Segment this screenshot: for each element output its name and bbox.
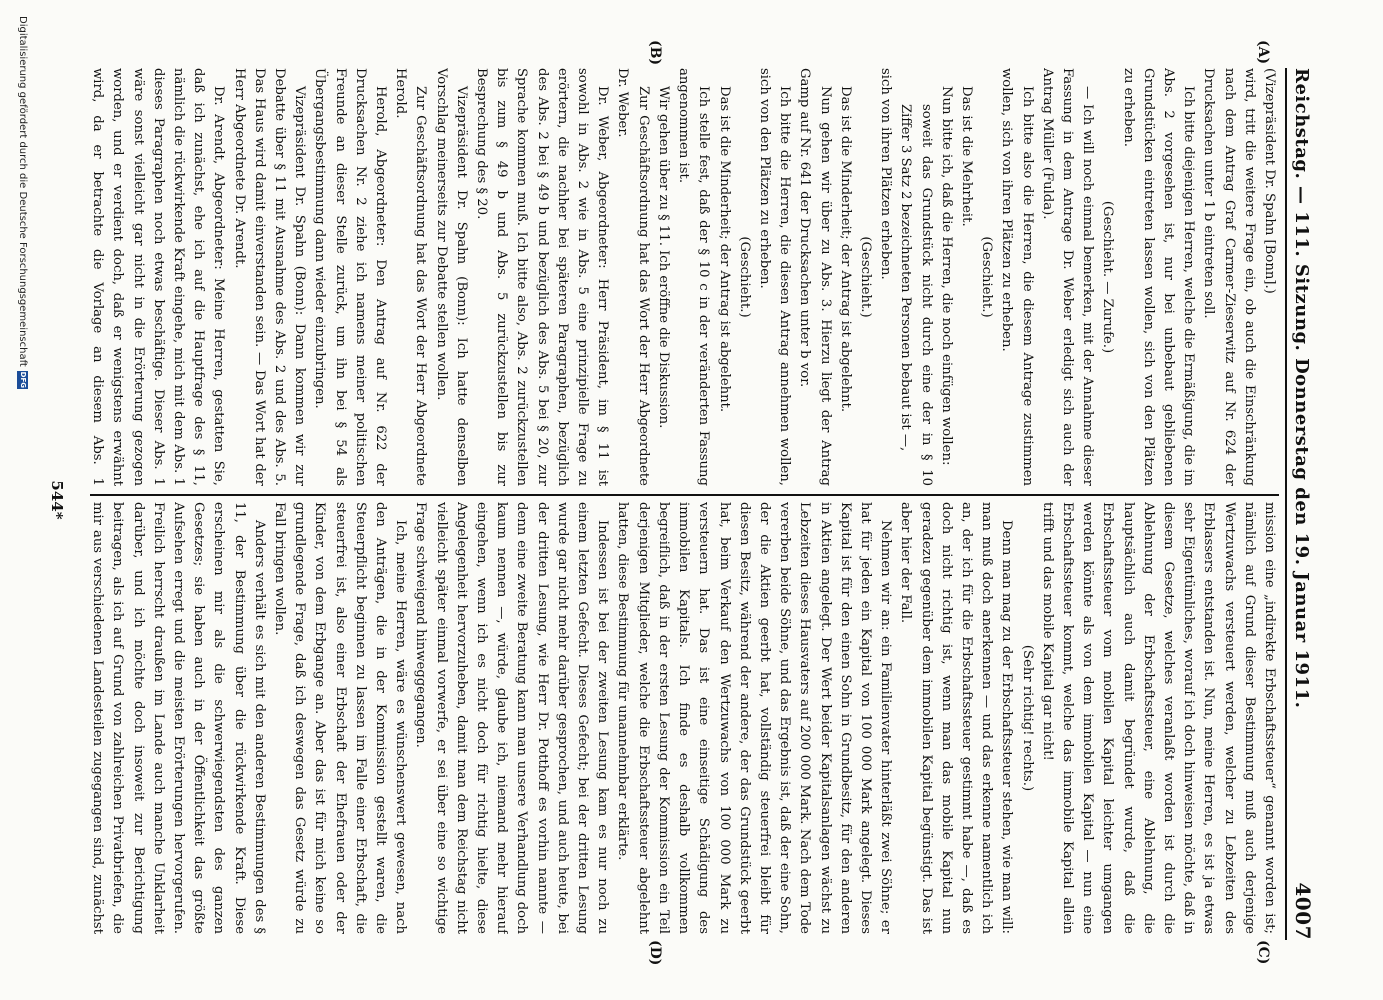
paragraph: (Geschieht.) bbox=[857, 236, 873, 318]
paragraph: Anders verhält es sich mit den anderen Bestimmungen des § 11, der Bestimmung über die rückwirkende Kraft. Diese erscheinen mir als die schwerwiegendsten des ganzen Gesetzes; sie haben auch in der Öffentlichkeit das größte Aufsehen erregt und die meisten Erörterungen hervorgerufen. Freilich herrscht draußen im Lande auch manche Unklarheit darüber, und ich möchte doch insoweit zur Berichtigung beitragen, als ich auf Grund von zahlreichen Privatbriefen, die mir aus verschiedenen Landesteilen zugegangen sind, zunächst bbox=[90, 502, 267, 934]
paragraph: Dr. Arendt, Abgeordneter: Meine Herren, gestatten Sie, daß ich zunächst, ehe ich auf die Hauptfrage des § 11, nämlich die rückwirkende Kraft eingehe, mich mit dem Abs. 1 dieses Paragraphen noch etwas beschäftige. Dieser Abs. 1 wäre sonst vielleicht gar nicht in die Erörterung gezogen worden, und er verdient doch, daß er wenigstens erwähnt wird, da er betrachte die Vorlage an diesem Abs. 1 bbox=[90, 68, 227, 486]
paragraph: Ich, meine Herren, wäre es wünschenswert gewesen, nach den Anträgen, die in der Kommission gestellt waren, die Steuerpflicht beginnen zu lassen im Falle einer Erbschaft, die steuerfrei ist, also einer Erbschaft der Ehefrauen oder der Kinder, von dem Erbgange an. Aber das ist für mich keine so grundlegende Frage, daß ich deswegen das Gesetz würde zu Fall bringen wollen. bbox=[272, 502, 409, 934]
page-number: 4007 bbox=[1291, 882, 1315, 940]
dfg-logo-icon: DFG bbox=[19, 371, 27, 389]
paragraph: sich von ihren Plätzen erheben. bbox=[878, 68, 894, 280]
paragraph: Denn man mag zu der Erbschaftssteuer stehen, wie man will: man muß doch anerkennen — und das erkenne namentlich ich an, der ich für die Erbschaftssteuer gestimmt habe —, daß es doch nicht richtig ist, wenn man das mobile Kapital nun geradezu gegenüber dem immobilen Kapital begünstigt. Das ist aber hier der Fall. bbox=[898, 502, 1015, 934]
running-header bbox=[1291, 68, 1321, 940]
paragraph: (Geschieht. — Zurufe.) bbox=[1100, 200, 1116, 354]
paragraph: Ich bitte die Herren, die diesen Antrag annehmen wollen, sich von den Plätzen zu erheben. bbox=[756, 68, 793, 486]
paragraph: Zur Geschäftsordnung hat das Wort der Herr Abgeordnete Herold. bbox=[393, 68, 429, 486]
margin-mark-b: (B) bbox=[647, 40, 663, 66]
paragraph: (Vizepräsident Dr. Spahn [Bonn].) bbox=[1262, 68, 1277, 294]
signature-mark: 544* bbox=[48, 480, 66, 520]
page-title: Reichstag. — 111. Sitzung. Donnerstag den 19. Januar 1911. bbox=[1291, 68, 1312, 709]
paragraph: Das ist die Minderheit; der Antrag ist abgelehnt. bbox=[837, 86, 853, 413]
paragraph: (Geschieht.) bbox=[736, 236, 752, 318]
paragraph: Zur Geschäftsordnung hat das Wort der Herr Abgeordnete Dr. Weber. bbox=[615, 68, 651, 486]
paragraph: Ich bitte diejenigen Herren, welche die Ermäßigung, die im Abs. 2 vorgesehen ist, nur bei unbebaut gebliebenen Grundstücken eintreten lassen wollen, sich von den Plätzen zu erheben. bbox=[1120, 68, 1197, 486]
right-text-column bbox=[90, 502, 1279, 934]
header-rule bbox=[1285, 68, 1287, 940]
credit-text: Digitalisierung gefördert durch die Deutsche Forschungsgemeinschaft bbox=[17, 16, 28, 367]
paragraph: — Ich will noch einmal bemerken, mit der Annahme dieser Fassung in dem Antrage Dr. Weber erledigt sich auch der Antrag Müller (Fulda). bbox=[1039, 68, 1096, 486]
paragraph: Nun gehen wir über zu Abs. 3. Hierzu liegt der Antrag Gamp auf Nr. 641 der Drucksachen unter b vor. bbox=[797, 68, 833, 486]
paragraph: Dr. Weber, Abgeordneter: Herr Präsident, im § 11 ist sowohl in Abs. 2 wie in Abs. 5 eine prinzipielle Frage zu erörtern, die nachher bei späteren Paragraphen, bezüglich des Abs. 2 bei § 49 b und bezüglich des Abs. 5 bei § 20, zur Sprache kommen muß. Ich bitte also, Abs. 2 zurückzustellen bis zum § 49 b und Abs. 5 zurückzustellen bis zur Besprechung des § 20. bbox=[474, 68, 611, 486]
paragraph: Nun bitte ich, daß die Herren, die noch einfügen wollen: bbox=[938, 86, 954, 466]
column-divider bbox=[90, 494, 1279, 496]
paragraph: Ich bitte also die Herren, die diesem Antrage zustimmen wollen, sich von ihren Plätzen zu erheben. bbox=[999, 68, 1035, 486]
paragraph: Das ist die Mehrheit. bbox=[958, 86, 974, 227]
paragraph: Wir gehen über zu § 11. Ich eröffne die Diskussion. bbox=[655, 86, 671, 429]
paragraph: soweit das Grundstück nicht durch eine der in § 10 Ziffer 3 Satz 2 bezeichneten Personen bebaut ist —, bbox=[898, 104, 934, 486]
margin-mark-d: (D) bbox=[647, 940, 663, 966]
paragraph: Herold, Abgeordneter: Den Antrag auf Nr. 622 der Drucksachen Nr. 2 ziehe ich namens meiner politischen Freunde an dieser Stelle zurück, um ihn bei § 54 als Übergangsbestimmung dann wieder einzubringen. bbox=[312, 68, 389, 486]
margin-mark-a: (A) bbox=[1255, 40, 1271, 65]
left-text-column bbox=[90, 68, 1279, 486]
paragraph: Vizepräsident Dr. Spahn (Bonn): Ich hatte denselben Vorschlag meinerseits zur Debatte stellen wollen. bbox=[433, 68, 469, 486]
paragraph: Vizepräsident Dr. Spahn (Bonn): Dann kommen wir zur Debatte über § 11 mit Ausnahme des Abs. 2 und des Abs. 5. Das Haus wird damit einverstanden sein. — Das Wort hat der Herr Abgeordnete Dr. Arendt. bbox=[231, 68, 308, 486]
margin-mark-c: (C) bbox=[1255, 940, 1271, 965]
paragraph: Nehmen wir an: ein Familienvater hinterläßt zwei Söhne; er hat für jeden ein Kapital von 100 000 Mark angelegt. Dieses Kapital ist für den einen Sohn in Grundbesitz, für den anderen in Aktien angelegt. Der Wert beider Kapitalsanlagen wächst zu Lebzeiten dieses Hausvaters auf 200 000 Mark. Nach dem Tode vererben beide Söhne, und das Ergebnis ist, daß der eine Sohn, der die Aktien geerbt hat, vollständig steuerfrei bleibt für diesen Besitz, während der andere, der das Grundstück geerbt hat, beim Verkauf den Wertzuwachs von 100 000 Mark zu versteuern hat. Das ist eine einseitige Schädigung des immobilen Kapitals. Ich finde es deshalb vollkommen begreiflich, daß in der ersten Lesung der Kommission ein Teil derjenigen Mitglieder, welche die Erbschaftssteuer abgelehnt hatten, diese Bestimmung für unannehmbar erklärte. bbox=[615, 502, 894, 934]
paragraph: Das ist die Minderheit; der Antrag ist abgelehnt. bbox=[716, 86, 732, 413]
paragraph: Indessen ist bei der zweiten Lesung kam es nur noch zu einem letzten Gefecht. Dieses Gefecht; bei der dritten Lesung wurde gar nicht mehr darüber gesprochen, und auch heute, bei der dritten Lesung, wie Herr Dr. Potthoff es vorhin nannte — denn eine zweite Beratung kann man unsere Verhandlung doch kaum nennen —, würde, glaube ich, niemand mehr hierauf eingehen, wenn ich es nicht doch für richtig hielte, diese Angelegenheit hervorzuheben, damit man dem Reichstag nicht vielleicht später einmal vorwerfe, er sei über eine so wichtige Frage schweigend hinweggegangen. bbox=[413, 502, 611, 934]
paragraph: (Sehr richtig! rechts.) bbox=[1019, 644, 1035, 792]
paragraph: mission eine „indirekte Erbschaftssteuer“ genannt worden ist; nämlich auf Grund dieser Bestimmung muß auch derjenige Wertzuwachs versteuert werden, welcher zu Lebzeiten des Erblassers entstanden ist. Nun, meine Herren, es ist ja etwas sehr Eigentümliches, worauf ich doch hinweisen möchte, daß in diesem Gesetze, welches veranlaßt worden ist durch die Ablehnung der Erbschaftssteuer, eine Ablehnung, die hauptsächlich auch damit begründet wurde, daß die Erbschaftssteuer vom mobilen Kapital leichter umgangen werden könnte als von dem immobilen Kapital — nun eine Erbschaftssteuer kommt, welche das immobile Kapital allein trifft und das mobile Kapital gar nicht! bbox=[1039, 502, 1277, 934]
paragraph: Ich stelle fest, daß der § 10 c in der veränderten Fassung angenommen ist. bbox=[676, 68, 712, 486]
digitization-credit bbox=[17, 16, 28, 389]
paragraph: wird, tritt die weitere Frage ein, ob auch die Einschränkung nach dem Antrag Graf Carmer-Zieserwitz auf Nr. 624 der Drucksachen unter 1 b eintreten soll. bbox=[1201, 68, 1257, 486]
paragraph: (Geschieht.) bbox=[979, 236, 995, 318]
